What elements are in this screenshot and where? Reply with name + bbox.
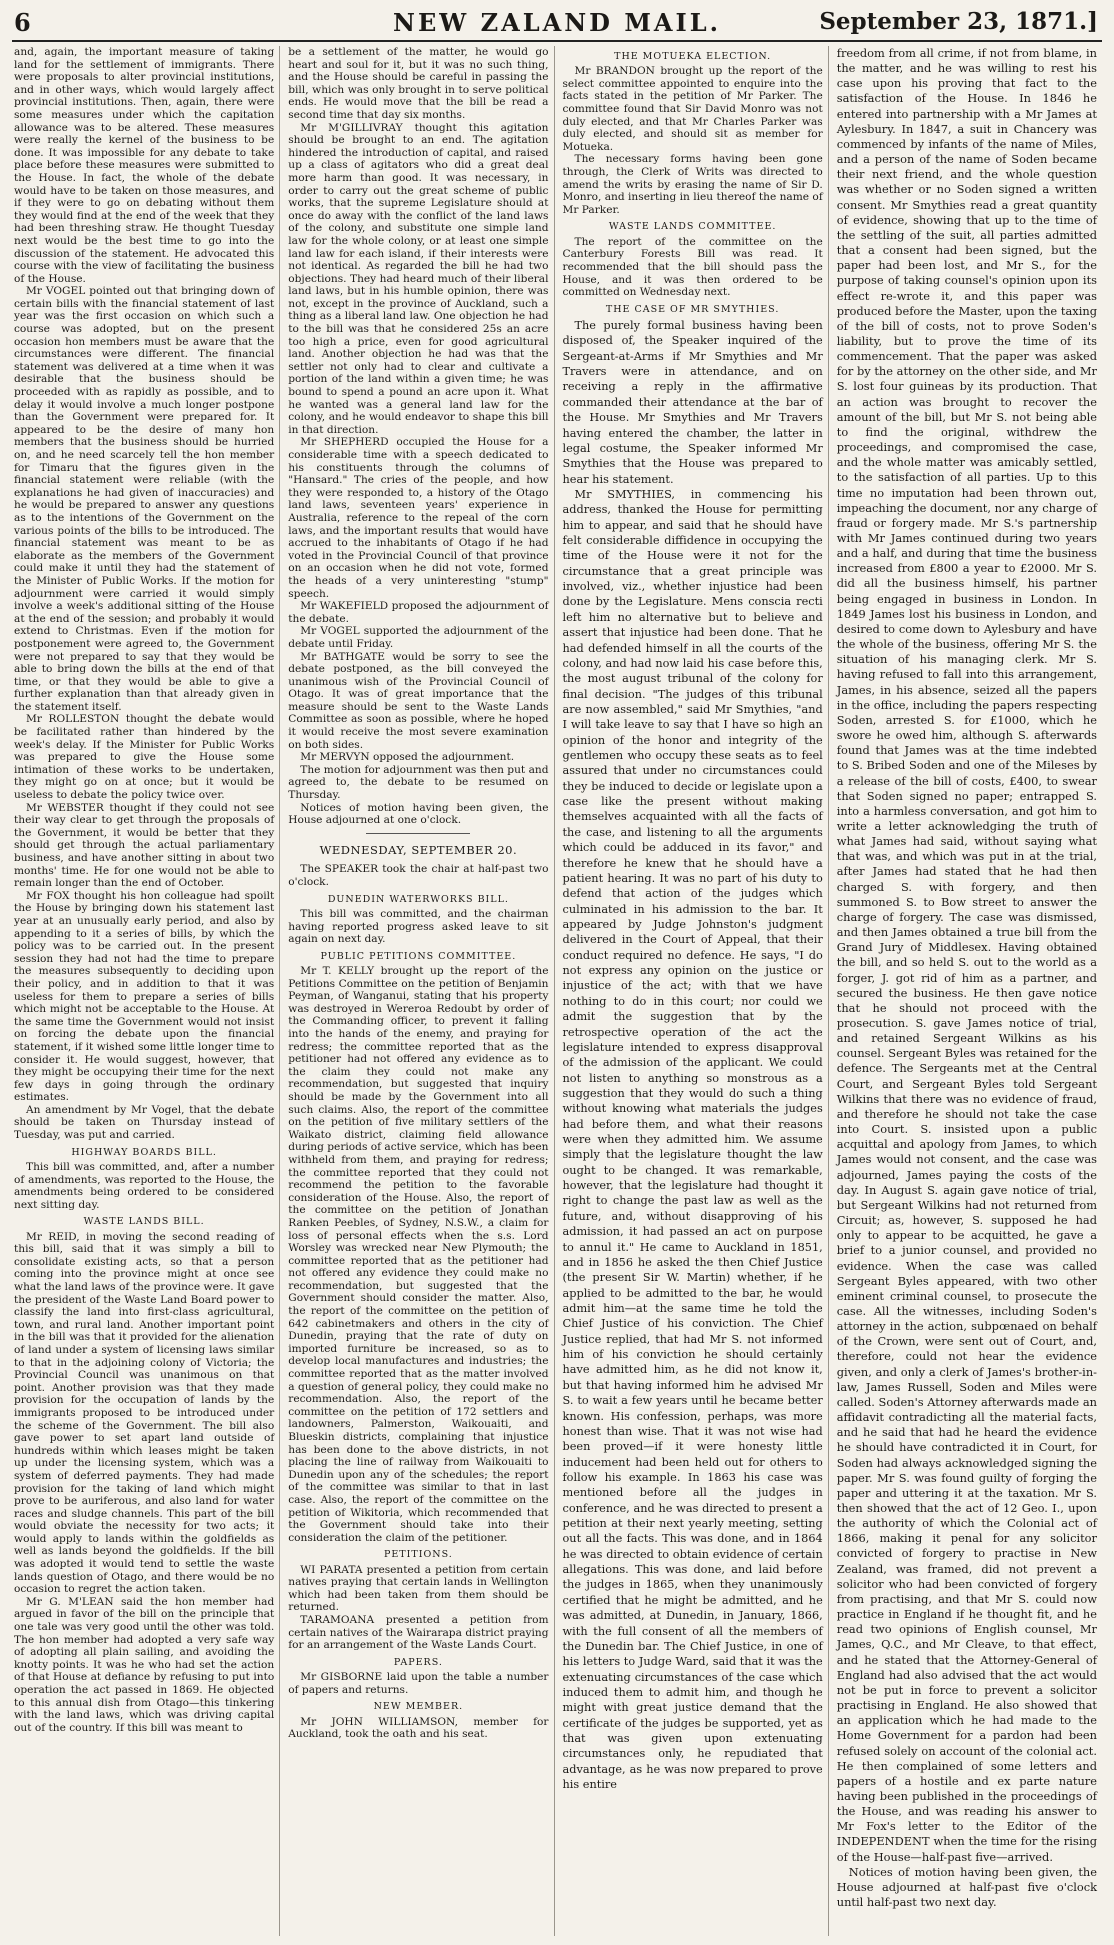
section-heading: WASTE LANDS COMMITTEE.	[608, 221, 777, 233]
paragraph: freedom from all crime, if not from blame, in the matter, and he was willing to rest his case upon his proving that fact to the satisfaction of the House. In 1846 he entered into partnership with a Mr James at Aylesbury. In 1847, a suit in Chancery was commenced by infants of the name of Miles, and a person of the name of Soden became their next friend, and the whole question was whether or no Soden signed a written consent. Mr Smythies read a great quantity of evidence, showing that up to the time of the settling of the suit, all parties admitted that a consent had been signed, but the paper had been lost, and Mr S., for the purpose of taking counsel's opinion upon its effect re-wrote it, and this paper was produced before the Master, upon the taxing of the bill of costs, not to prove Soden's liability, but to prove the time of its commencement. That the paper was asked for by the attorney on the other side, and Mr S. lost four guineas by its production. That an action was brought to recover the amount of the bill, but Mr S. not being able to find the original, withdrew the proceedings, and compromised the case, and the whole matter was amicably settled, to the satisfaction of all parties. Up to this time no imputation had been thrown out, impeaching the document, nor any charge of fraud or forgery made. Mr S.'s partnership with Mr James continued during two years and a half, and during that time the business increased from £800 a year to £2000. Mr S. did all the business himself, his partner being engaged in business in London. In 1849 James lost his business in London, and desired to come down to Aylesbury and have the whole of the business, offering Mr S. the situation of his managing clerk. Mr S. having refused to fall into this arrangement, James, in his absence, seized all the papers in the office, including the papers respecting Soden, arrested S. for £1000, which he swore he owed him, although S. afterwards found that James was at the time indebted to S. Bribed Soden and one of the Mileses by a release of the bill of costs, £400, to swear that Soden signed no paper; entrapped S. into a harmless conversation, and got him to write a letter acknowledging the truth of what James had said, without saying what that was, and which was put in at the trial, after James had stated that he had then charged S. with forgery, and then summoned S. to Bow street to answer the charge of forgery. The case was dismissed, and then James obtained a true bill from the Grand Jury of Middlesex. Having obtained the bill, and so held S. out to the world as a forger, J. got rid of him as a partner, and secured the business. He then gave notice that he should not proceed with the prosecution. S. gave James notice of trial, and retained Sergeant Wilkins as his counsel. Sergeant Byles was retained for the defence. The Sergeants met at the Central Court, and Sergeant Byles told Sergeant Wilkins that there was no evidence of fraud, and therefore he should not take the case into Court. S. insisted upon a public acquittal and apology from James, to which James would not consent, and the case was adjourned, James paying the costs of the day. In August S. again gave notice of trial, but Sergeant Wilkins had not returned from Circuit; as, however, S. supposed he had only to appear to be acquitted, he gave a brief to a junior counsel, and provided no evidence. When the case was called Sergeant Byles appeared, with two other eminent criminal counsel, to prosecute the case. All the witnesses, including Soden's attorney in the action, subpœnaed on behalf of the Crown, were sent out of Court, and, therefore, could not hear the evidence given, and only a clerk of James's brother-in-law, James Russell, Soden and Miles were called. Soden's Attorney afterwards made an affidavit contradicting all the material facts, and he said that had he heard the evidence he should have contradicted it in Court, for Soden had always acknowledged signing the paper. Mr S. was found guilty of forging the paper and uttering it at the taxation. Mr S. then showed that the act of 12 Geo. I., upon the authority of which the Colonial act of 1866, making it penal for any solicitor convicted of forgery to practise in New Zealand, was framed, did not prevent a solicitor who had been convicted of forgery from practising, and that Mr S. could now practice in England if he thought fit, and he read two opinions of English counsel, Mr James, Q.C., and Mr Cleave, to that effect, and he stated that the Attorney-General of England had also advised that the act would not be put in force to prevent a solicitor practising in England. He also showed that an application which he had made to the Home Government for a pardon had been refused solely on account of the colonial act. He then complained of some letters and papers of a hostile and ex parte nature having been published in the proceedings of the House, and was reading his answer to Mr Fox's letter to the Editor of the INDEPENDENT when the time for the rising of the House—half-past five—arrived.	[836, 46, 1097, 1864]
article-columns	[12, 46, 1102, 1936]
paragraph: Mr JOHN WILLIAMSON, member for Auckland, took the oath and his seat.	[288, 1715, 549, 1741]
masthead	[12, 6, 1102, 42]
newspaper-title: NEW ZALAND MAIL.	[393, 8, 721, 37]
paragraph: The report of the committee on the Canterbury Forests Bill was read. It recommended that the bill should pass the House, and it was then ordered to be committed on Wednesday next.	[562, 235, 823, 299]
paragraph: and, again, the important measure of taking land for the settlement of immigrants. There were proposals to alter provincial institutions, and in other ways, which would largely affect provincial institutions. Then, again, there were some measures under which the capitation allowance was to be altered. These measures were really the kernel of the business to be done. It was impossible for any debate to take place before these measures were submitted to the House. In fact, the whole of the debate would have to be taken on those measures, and if they were to go on debating without them they would find at the end of the week that they had been threshing straw. He thought Tuesday next would be the best time to go into the discussion of the statement. He advocated this course with the view of facilitating the business of the House.	[14, 46, 275, 285]
paragraph: be a settlement of the matter, he would go heart and soul for it, but it was no such thing, and the House should be careful in passing the bill, which was only brought in to serve political ends. He would move that the bill be read a second time that day six months.	[288, 46, 549, 121]
paragraph: Mr REID, in moving the second reading of this bill, said that it was simply a bill to consolidate existing acts, so that a person coming into the province might at once see what the land laws of the province were. It gave the president of the Waste Land Board power to classify the land into first-class agricultural, town, and rural land. Another important point in the bill was that it provided for the alienation of land under a system of licensing laws similar to that in the adjoining colony of Victoria; the Provincial Council was unanimous on that point. Another provision was that they made provision for the occupation of lands by the immigrants proposed to be introduced under the scheme of the Government. The bill also gave power to set apart land outside of hundreds within which leases might be taken up under the licensing system, which was a system of deferred payments. They had made provision for the taking of land which might prove to be auriferous, and also land for water races and sludge channels. This part of the bill would obviate the necessity for two acts; it would apply to lands within the goldfields as well as lands beyond the goldfields. If the bill was adopted it would tend to settle the waste lands question of Otago, and there would be no occasion to regret the action taken.	[14, 1230, 275, 1596]
section-heading: THE CASE OF MR SMYTHIES.	[605, 303, 780, 315]
paragraph: Mr M'GILLIVRAY thought this agitation should be brought to an end. The agitation hindered the introduction of capital, and raised up a class of agitators who did a great deal more harm than good. It was necessary, in order to carry out the great scheme of public works, that the supreme Legislature should at once do away with the conflict of the land laws of the colony, and substitute one simple land law for the whole colony, or at least one simple land law for each island, if their interests were not identical. As regarded the bill he had two objections. They had heard much of their liberal land laws, but in his humble opinion, there was not, except in the province of Auckland, such a thing as a liberal land law. One objection he had to the bill was that he considered 25s an acre too high a price, even for good agricultural land. Another objection he had was that the settler not only had to clear and cultivate a portion of the land within a given time; he was bound to spend a pound an acre upon it. What he wanted was a general land law for the colony, and he would endeavor to shape this bill in that direction.	[288, 121, 549, 436]
section-heading: THE MOTUEKA ELECTION.	[614, 51, 772, 62]
paragraph: Mr WAKEFIELD proposed the adjournment of the debate.	[288, 600, 549, 625]
section-heading: WASTE LANDS BILL.	[83, 1216, 205, 1228]
column-1	[12, 46, 280, 1936]
paragraph: Notices of motion having been given, the House adjourned at half-past five o'clock until half-past two next day.	[836, 1864, 1097, 1910]
paragraph: TARAMOANA presented a petition from certain natives of the Wairarapa district praying for an arrangement of the Waste Lands Court.	[288, 1614, 549, 1652]
section-heading: DUNEDIN WATERWORKS BILL.	[327, 893, 509, 905]
issue-date: September 23, 1871.]	[819, 8, 1098, 35]
section-heading: NEW MEMBER.	[373, 1701, 464, 1713]
paragraph: The motion for adjournment was then put and agreed to, the debate to be resumed on Thursday.	[288, 763, 549, 802]
paragraph: Mr GISBORNE laid upon the table a number of papers and returns.	[288, 1671, 549, 1696]
paragraph: This bill was committed, and, after a number of amendments, was reported to the House, the amendments being ordered to be considered next sitting day.	[14, 1160, 275, 1211]
paragraph: Mr VOGEL pointed out that bringing down of certain bills with the financial statement of last year was the first occasion on which such a course was adopted, but on the present occasion hon members must be aware that the circumstances were different. The financial statement was delivered at a time when it was desirable that the business should be proceeded with as rapidly as possible, and to delay it would involve a much longer postpone than the Government were prepared for. It appeared to be the desire of many hon members that the business should be hurried on, and he need scarcely tell the hon member for Timaru that the figures given in the financial statement were reliable (with the explanations he had given of inaccuracies) and he would be prepared to answer any questions as to the intentions of the Government on the various points of the bills to be introduced. The financial statement was meant to be as elaborate as the members of the Government could make it until they had the statement of the Minister of Public Works. If the motion for adjournment were carried it would simply involve a week's additional sitting of the House at the end of the session; and probably it would extend to Christmas. Even if the motion for postponement were agreed to, the Government were not prepared to say that they would be able to bring down the bills at the end of that time, or that they would be able to give a further explanation than that already given in the statement itself.	[14, 285, 275, 713]
smythies-case-text	[563, 318, 823, 1793]
paragraph: Mr ROLLESTON thought the debate would be facilitated rather than hindered by the week's delay. If the Minister for Public Works was prepared to give the House some intimation of these works to be undertaken, they might go on at once; but it would be useless to debate the policy twice over.	[14, 713, 275, 802]
column-3	[561, 46, 829, 1936]
paragraph: The purely formal business having been disposed of, the Speaker inquired of the Sergeant-at-Arms if Mr Smythies and Mr Travers were in attendance, and on receiving a reply in the affirmative commanded their attendance at the bar of the House. Mr Smythies and Mr Travers having entered the chamber, the latter in legal costume, the Speaker informed Mr Smythies that the House was prepared to hear his statement.	[562, 318, 823, 486]
paragraph: The necessary forms having been gone through, the Clerk of Writs was directed to amend the writs by erasing the name of Sir D. Monro, and inserting in lieu thereof the name of Mr Parker.	[562, 153, 823, 216]
paragraph: An amendment by Mr Vogel, that the debate should be taken on Thursday instead of Tuesday, was put and carried.	[14, 1103, 275, 1142]
page-number: 6	[14, 8, 31, 37]
section-heading: PAPERS.	[393, 1656, 443, 1668]
paragraph: Mr T. KELLY brought up the report of the Petitions Committee on the petition of Benjamin Peyman, of Wanganui, stating that his property was destroyed in Wereroa Redoubt by order of the Commanding officer, to prevent it falling into the hands of the enemy, and praying for redress; the committee reported that as the petitioner had not offered any evidence as to the claim they could not make any recommendation, but suggested that inquiry should be made by the Government into all such claims. Also, the report of the committee on the petition of five military settlers of the Waikato district, claiming field allowance during periods of active service, which has been withheld from them, and praying for redress; the committee reported that they could not recommend the petition to the favorable consideration of the House. Also, the report of the committee on the petition of Jonathan Ranken Peebles, of Sydney, N.S.W., a claim for loss of personal effects when the s.s. Lord Worsley was wrecked near New Plymouth; the committee reported that as the petitioner had not offered any evidence they could make no recommendation, but suggested that the Government should consider the matter. Also, the report of the committee on the petition of 642 cabinetmakers and others in the city of Dunedin, praying that the rate of duty on imported furniture be increased, so as to develop local manufactures and industries; the committee reported that as the matter involved a question of general policy, they could make no recommendation. Also, the report of the committee on the petition of 172 settlers and landowners, Palmerston, Waikouaiti, and Blueskin districts, complaining that injustice has been done to the above districts, in not placing the line of railway from Waikouaiti to Dunedin upon any of the schedules; the report of the committee was similar to that in last case. Also, the report of the committee on the petition of Wikitoria, which recommended that the Government should take into their consideration the claim of the petitioner.	[288, 965, 549, 1544]
paragraph: This bill was committed, and the chairman having reported progress asked leave to sit again on next day.	[288, 907, 549, 946]
paragraph: Mr SHEPHERD occupied the House for a considerable time with a speech dedicated to his constituents through the columns of "Hansard." The cries of the people, and how they were responded to, a history of the Otago land laws, seventeen years' experience in Australia, reference to the repeal of the corn laws, and the important results that would have accrued to the inhabitants of Otago if he had voted in the Provincial Council of that province on an occasion when he did not vote, formed the heads of a very uninteresting "stump" speech.	[288, 436, 549, 600]
paragraph: Mr MERVYN opposed the adjournment.	[300, 751, 515, 764]
paragraph: WI PARATA presented a petition from certain natives praying that certain lands in Wellington which had been taken from them should be returned.	[288, 1563, 549, 1614]
paragraph: The SPEAKER took the chair at half-past two o'clock.	[288, 863, 549, 889]
section-heading: PUBLIC PETITIONS COMMITTEE.	[320, 950, 517, 962]
paragraph: Mr SMYTHIES, in commencing his address, thanked the House for permitting him to appear, and said that he should have felt considerable diffidence in occupying the time of the House were it not for the circumstance that a great principle was involved, viz., whether injustice had been done by the Legislature. Mens conscia recti left him no alternative but to believe and assert that injustice had been done. That he had defended himself in all the courts of the colony, and had now laid his case before this, the most august tribunal of the colony for final decision. "The judges of this tribunal are now assembled," said Mr Smythies, "and I will take leave to say that I have so high an opinion of the honor and integrity of the gentlemen who occupy these seats as to feel assured that under no circumstances could they be induced to decide or legislate upon a case like the present without making themselves acquainted with all the facts of the case, and listening to all the arguments which could be adduced in its favor," and therefore he knew that he should have a patient hearing. It was no part of his duty to defend that action of the judges which culminated in his admission to the bar. It appeared by Judge Johnston's judgment delivered in the Court of Appeal, that their conduct required no defence. He says, "I do not express any opinion on the justice or injustice of the act; with that we have nothing to do in this court; nor could we admit the suggestion that by the retrospective operation of the act the legislature intended to express disapproval of the admission of the applicant. We could not listen to anything so monstrous as a suggestion that they would do such a thing without knowing what materials the judges had before them, and what their reasons were when they admitted him. We assume simply that the legislature thought the law ought to be changed. It was remarkable, however, that the legislature had thought it right to change the past law as well as the future, and, without disapproving of his admission, it had passed an act on purpose to annul it." He came to Auckland in 1851, and in 1856 he asked the then Chief Justice (the present Sir W. Martin) whether, if he applied to be admitted to the bar, he would admit him—at the same time he told the Chief Justice of his conviction. The Chief Justice replied, that had Mr S. not informed him of his conviction he should certainly have admitted him, as he did not know it, but that having informed him he advised Mr S. to wait a few years until he became better known. His confession, perhaps, was more honest than wise. That it was not wise had been proved—if it were honesty little inducement had been held out for others to follow his example. In 1863 his case was mentioned before all the judges in conference, and he was directed to present a petition at their next yearly meeting, setting out all the facts. This was done, and in 1864 he was directed to obtain evidence of certain allegations. This was done, and laid before the judges in 1865, when they unanimously certified that he might be admitted, and he was admitted, at Dunedin, in January, 1866, with the full consent of all the members of the Dunedin bar. The Chief Justice, in one of his letters to Judge Ward, said that it was the extenuating circumstances of the case which induced them to admit him, and though he might with great justice demand that the certificate of the judges be supported, yet as that was given upon extenuating circumstances only, he repudiated that advantage, as he was now prepared to prove his entire	[562, 487, 823, 1792]
paragraph: Mr BATHGATE would be sorry to see the debate postponed, as the bill conveyed the unanimous wish of the Provincial Council of Otago. It was of great importance that the measure should be sent to the Waste Lands Committee as soon as possible, where he hoped it would receive the most severe examination on both sides.	[288, 650, 549, 751]
column-2	[286, 46, 554, 1936]
paragraph: Mr WEBSTER thought if they could not see their way clear to get through the proposals of the Government, it would be better that they should get through the actual parliamentary business, and have another sitting in about two months' time. He for one would not be able to remain longer than the end of October.	[14, 801, 275, 890]
paragraph: Mr FOX thought his hon colleague had spoilt the House by bringing down his statement last year at an unusually early period, and also by appending to it a series of bills, by which the policy was to be carried out. In the present session they had not had the time to prepare the measures subsequently to deciding upon their policy, and in addition to that it was useless for them to prepare a series of bills which might not be acceptable to the House. At the same time the Government would not insist on forcing the debate upon the financial statement, if it wished some little longer time to consider it. He would suggest, however, that they might be occupying their time for the next few days in going through the ordinary estimates.	[14, 889, 275, 1104]
column-4	[835, 46, 1102, 1936]
section-heading: PETITIONS.	[383, 1549, 453, 1561]
section-heading: HIGHWAY BOARDS BILL.	[71, 1146, 217, 1158]
paragraph: Mr BRANDON brought up the report of the select committee appointed to enquire into the facts stated in the petition of Mr Parker. The committee found that Sir David Monro was not duly elected, and that Mr Charles Parker was duly elected, and should sit as member for Motueka.	[562, 65, 823, 153]
date-heading: WEDNESDAY, SEPTEMBER 20.	[319, 842, 518, 857]
paragraph: Notices of motion having been given, the House adjourned at one o'clock.	[288, 801, 549, 827]
divider	[366, 833, 470, 834]
paragraph: Mr G. M'LEAN said the hon member had argued in favor of the bill on the principle that one tale was very good until the other was told. The hon member had adopted a very safe way of adopting all plain sailing, and avoiding the knotty points. It was he who had set the action of that House at defiance by refusing to put into operation the act passed in 1869. He objected to this annual dish from Otago—this tinkering with the land laws, which was driving capital out of the country. If this bill was meant to	[14, 1595, 275, 1734]
paragraph: Mr VOGEL supported the adjournment of the debate until Friday.	[288, 625, 549, 650]
